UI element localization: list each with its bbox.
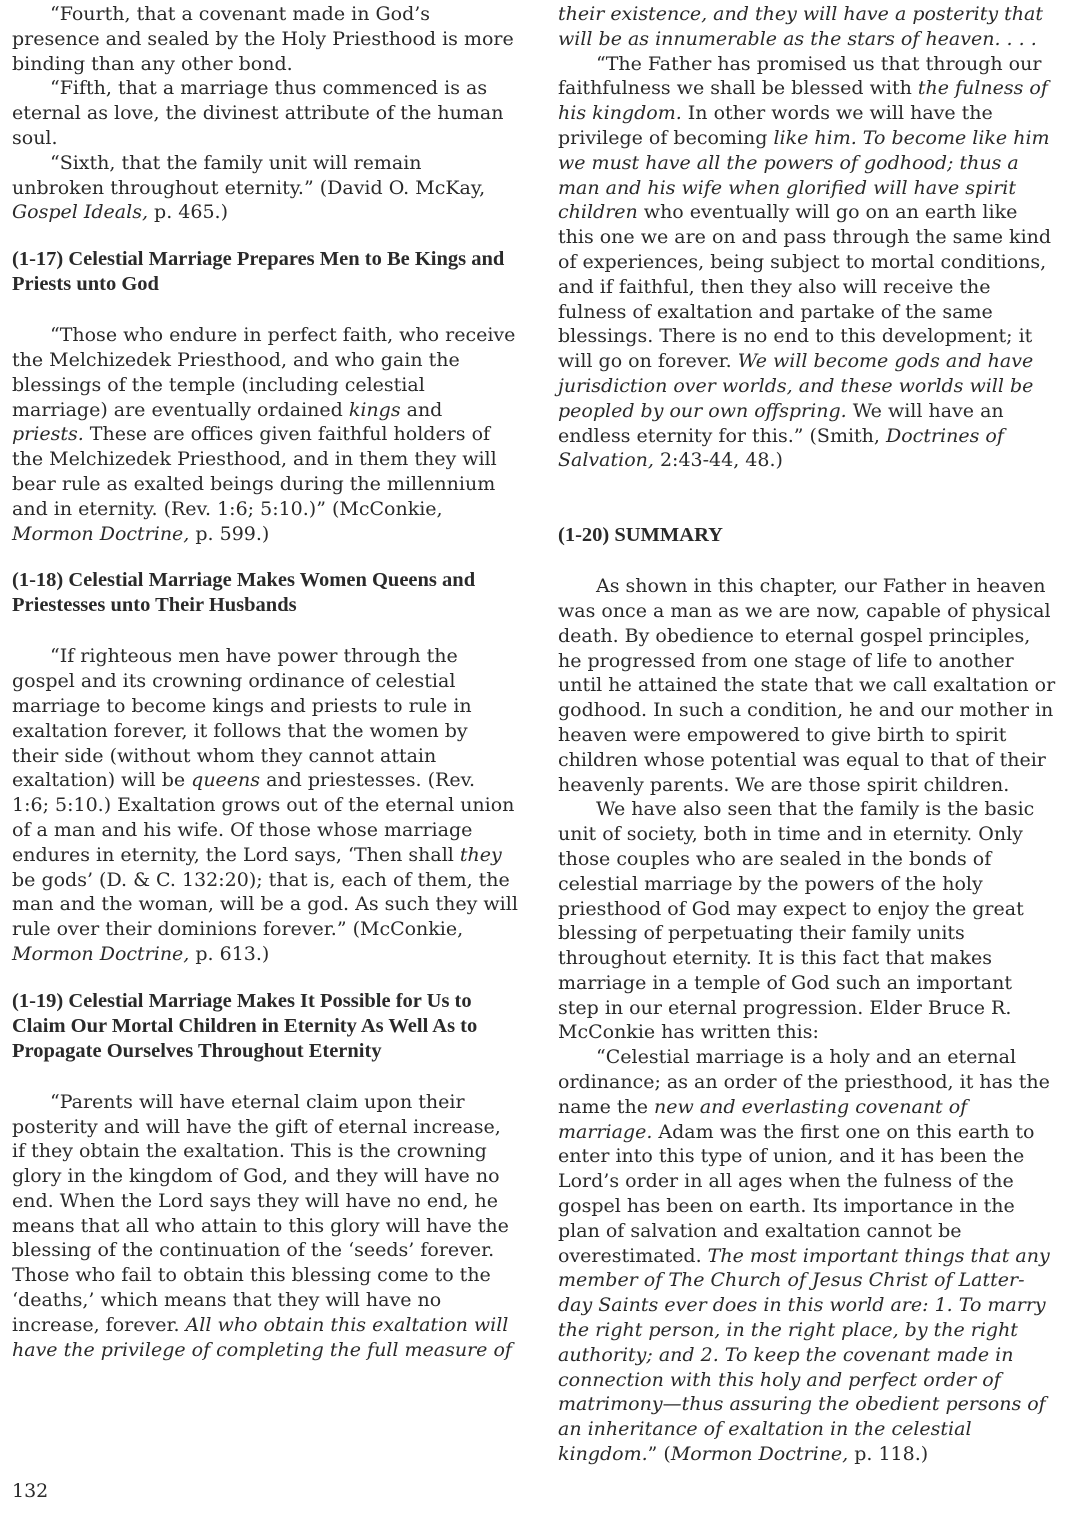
paragraph-1-18: “If righteous men have power through the gospel and its crowning ordinance of celestial marriage to become kings and priests to rule in exaltation forever, it follows that the women by their side (without whom they cannot attain exaltation) will be queens and priestesses. (Rev. 1:6; 5:10.) Exaltation grows out of the eternal union of a man and his wife. Of those whose marriage endures in eternity, the Lord says, ‘Then shall they be gods’ (D. & C. 132:20); that is, each of them, the man and the woman, will be a god. As such they will rule over their dominions forever.” (McConkie, Mormon Doctrine, p. 613.) bbox=[12, 645, 518, 965]
paragraph-father-promised: “The Father has promised us that through our faithfulness we shall be blessed with the fulness of his kingdom. In other words we will have the privilege of becoming like him. To become like him we must have all the powers of godhood; thus a man and his wife when glorified will have spirit children who eventually will go on an earth like this one we are on and pass through the same kind of experiences, being subject to mortal conditions, and if faithful, then they also will receive the fulness of exaltation and partake of the same blessings. There is no end to this development; it will go on forever. We will become gods and have jurisdiction over worlds, and these worlds will be peopled by our own offspring. We will have an endless eternity for this.” (Smith, Doctrines of Salvation, 2:43-44, 48.) bbox=[558, 52, 1052, 472]
paragraph-summary-quote: “Celestial marriage is a holy and an eternal ordinance; as an order of the priesthood, it has the name the new and everlasting covenant of marriage. Adam was the first one on this earth to enter into this type of union, and it has been the Lord’s order in all ages when the fulness of the gospel has been on earth. Its importance in the plan of salvation and exaltation cannot be overestimated. The most important things that any member of The Church of Jesus Christ of Latter-day Saints ever does in this world are: 1. To marry the right person, in the right place, by the right authority; and 2. To keep the covenant made in connection with this holy and perfect order of matrimony—thus assuring the obedient persons of an inheritance of exaltation in the celestial kingdom.” (Mormon Doctrine, p. 118.) bbox=[558, 1046, 1050, 1466]
right-column bbox=[558, 2, 1058, 1467]
paragraph-1-19-continued: their existence, and they will have a posterity that will be as innumerable as the stars of heaven. . . . bbox=[558, 3, 1043, 50]
paragraph-fifth: “Fifth, that a marriage thus commenced is as eternal as love, the divinest attribute of the human soul. bbox=[12, 77, 504, 149]
paragraph-fourth: “Fourth, that a covenant made in God’s presence and sealed by the Holy Priesthood is more binding than any other bond. bbox=[12, 3, 514, 75]
paragraph-summary-2: We have also seen that the family is the basic unit of society, both in time and in eternity. Only those couples who are sealed in the bonds of celestial marriage by the powers of the holy priesthood of God may expect to enjoy the great blessing of perpetuating their family units throughout eternity. It is this fact that makes marriage in a temple of God such an important step in our eternal progression. Elder Bruce R. McConkie has written this: bbox=[558, 798, 1035, 1044]
heading-1-19: (1-19) Celestial Marriage Makes It Possible for Us to Claim Our Mortal Children in Eternity As Well As to Propagate Ourselves Throughout Eternity bbox=[12, 989, 478, 1062]
paragraph-1-19: “Parents will have eternal claim upon their posterity and will have the gift of eternal increase, if they obtain the exaltation. This is the crowning glory in the kingdom of God, and they will have no end. When the Lord says they will have no end, he means that all who attain to this glory will have the blessing of the continuation of the ‘seeds’ forever. Those who fail to obtain this blessing come to the ‘deaths,’ which means that they will have no increase, forever. All who obtain this exaltation will have the privilege of completing the full measure of bbox=[12, 1090, 512, 1361]
paragraph-sixth: “Sixth, that the family unit will remain unbroken throughout eternity.” (David O. McKay, Gospel Ideals, p. 465.) bbox=[12, 151, 486, 224]
heading-1-18: (1-18) Celestial Marriage Makes Women Queens and Priestesses unto Their Husbands bbox=[12, 569, 476, 617]
page-number: 132 bbox=[12, 1480, 49, 1502]
paragraph-1-17: “Those who endure in perfect faith, who receive the Melchizedek Priesthood, and who gain the blessings of the temple (including celestial marriage) are eventually ordained kings and priests. These are offices given faithful holders of the Melchizedek Priesthood, and in them they will bear rule as exalted beings during the millennium and in eternity. (Rev. 1:6; 5:10.)” (McConkie, Mormon Doctrine, p. 599.) bbox=[12, 324, 516, 545]
heading-1-17: (1-17) Celestial Marriage Prepares Men to Be Kings and Priests unto God bbox=[12, 248, 505, 296]
paragraph-summary-1: As shown in this chapter, our Father in heaven was once a man as we are now, capable of physical death. By obedience to eternal gospel principles, he progressed from one stage of life to another until he attained the state that we call exaltation or godhood. In such a condition, he and our mother in heaven were empowered to give birth to spirit children whose potential was equal to that of their heavenly parents. We are those spirit children. bbox=[558, 575, 1056, 796]
left-column bbox=[12, 2, 518, 1362]
heading-1-20-summary: (1-20) SUMMARY bbox=[558, 524, 723, 547]
